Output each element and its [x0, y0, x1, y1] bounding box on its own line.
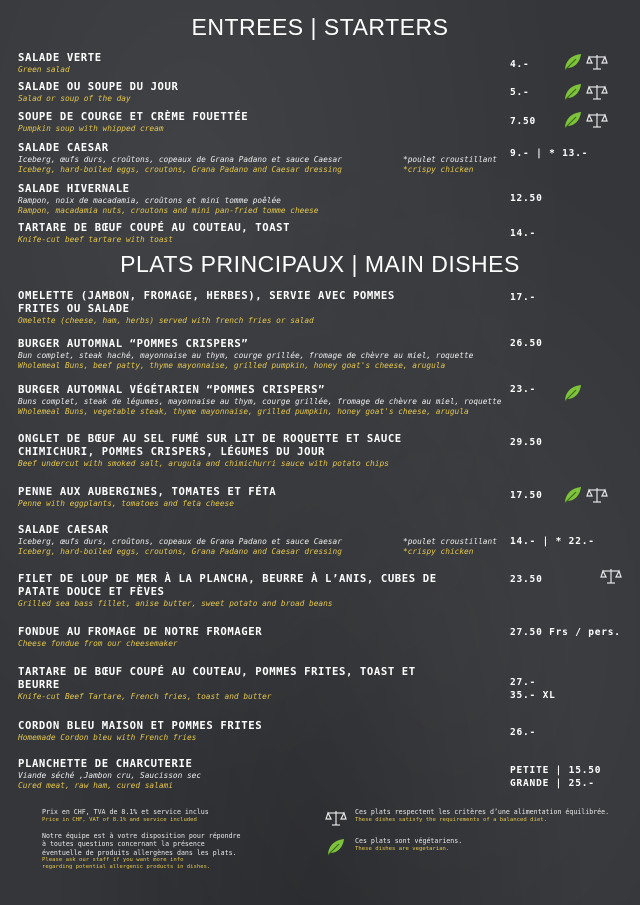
balance-scale-icon [586, 52, 608, 72]
dish-name: CORDON BLEU MAISON ET POMMES FRITES [18, 720, 263, 732]
dish-name: BURGER AUTOMNAL VÉGÉTARIEN “POMMES CRISPERS” [18, 384, 326, 396]
dish-desc-fr: Iceberg, œufs durs, croûtons, copeaux de Grana Padano et sauce Caesar [18, 537, 342, 546]
leaf-icon [325, 837, 347, 857]
dish-price: 27.50 Frs / pers. [510, 627, 621, 638]
dish-option-en: *crispy chicken [403, 165, 474, 174]
balance-scale-icon [586, 485, 608, 505]
leaf-icon [562, 52, 584, 72]
legend-veg-fr: Ces plats sont végétariens. [355, 837, 463, 845]
dish-desc-en: Wholemeal Buns, vegetable steak, thyme mayonnaise, grilled pumpkin, honey goat's cheese, arugula [18, 407, 469, 416]
legend-balanced-fr: Ces plats respectent les critères d’une alimentation équilibrée. [355, 808, 610, 816]
dish-name: OMELETTE (JAMBON, FROMAGE, HERBES), SERVIE AVEC POMMES FRITES OU SALADE [18, 290, 395, 315]
footer-notes [42, 808, 312, 871]
dish-desc-en: Knife-cut Beef Tartare, French fries, toast and butter [18, 692, 272, 701]
price-note-fr: Prix en CHF, TVA de 8.1% et service inclus [42, 808, 209, 816]
dish-price: 14.- | * 22.- [510, 536, 595, 547]
dish-price: 17.- [510, 292, 537, 303]
dish-price: PETITE | 15.50 GRANDE | 25.- [510, 765, 602, 789]
dish-name: PENNE AUX AUBERGINES, TOMATES ET FÉTA [18, 486, 277, 498]
dish-icons [562, 383, 584, 403]
leaf-icon [562, 82, 584, 102]
dish-price: 26.- [510, 727, 537, 738]
dish-desc-en: Penne with eggplants, tomatoes and feta cheese [18, 499, 234, 508]
leaf-icon [562, 383, 584, 403]
dish-name: PLANCHETTE DE CHARCUTERIE [18, 758, 193, 770]
dish-desc-en: Iceberg, hard-boiled eggs, croutons, Grana Padano and Caesar dressing [18, 547, 342, 556]
dish-price: 17.50 [510, 490, 543, 501]
leaf-icon [562, 485, 584, 505]
dish-price: 26.50 [510, 338, 543, 349]
dish-price: 12.50 [510, 193, 543, 204]
dish-icons [562, 110, 608, 130]
dish-desc-fr: Bun complet, steak haché, mayonnaise au thym, courge grillée, fromage de chèvre au miel, roquette [18, 351, 474, 360]
dish-name: SALADE CAESAR [18, 524, 109, 536]
dish-name: SALADE OU SOUPE DU JOUR [18, 81, 179, 93]
dish-desc-en: Green salad [18, 65, 70, 74]
dish-price: 27.- 35.- XL [510, 677, 556, 701]
dish-price: 9.- | * 13.- [510, 148, 589, 159]
dish-price: 23.50 [510, 574, 543, 585]
dish-name: BURGER AUTOMNAL “POMMES CRISPERS” [18, 338, 249, 350]
balance-scale-icon [586, 82, 608, 102]
dish-desc-en: Iceberg, hard-boiled eggs, croutons, Grana Padano and Caesar dressing [18, 165, 342, 174]
balance-scale-icon [600, 566, 622, 586]
dish-name: FONDUE AU FROMAGE DE NOTRE FROMAGER [18, 626, 263, 638]
dish-icons [562, 82, 608, 102]
starters-title: ENTREES | STARTERS [191, 14, 449, 40]
main-item [18, 384, 628, 417]
dish-desc-fr: Viande séché ,Jambon cru, Saucisson sec [18, 771, 202, 780]
dish-name: SALADE HIVERNALE [18, 183, 130, 195]
dish-desc-en: Pumpkin soup with whipped cream [18, 124, 164, 133]
dish-icons [562, 485, 608, 505]
dish-option-fr: *poulet croustillant [403, 155, 497, 164]
dish-desc-fr: Rampon, noix de macadamia, croûtons et mini tomme poêlée [18, 196, 281, 205]
dish-icons [600, 566, 622, 586]
dish-price: 7.50 [510, 116, 537, 127]
dish-name: TARTARE DE BŒUF COUPÉ AU COUTEAU, POMMES FRITES, TOAST ET BEURRE [18, 666, 416, 691]
legend-vegetarian [325, 837, 625, 857]
balance-scale-icon [325, 808, 347, 828]
dish-price: 23.- [510, 384, 537, 395]
balance-scale-icon [586, 110, 608, 130]
dish-desc-en: Knife-cut beef tartare with toast [18, 235, 173, 244]
dish-name: SALADE VERTE [18, 52, 102, 64]
dish-name: ONGLET DE BŒUF AU SEL FUMÉ SUR LIT DE ROQUETTE ET SAUCE CHIMICHURI, POMMES CRISPERS, LÉGUMES DU JOUR [18, 433, 402, 458]
legend-veg-en: These dishes are vegetarian. [355, 845, 450, 852]
starter-item [18, 222, 628, 245]
dish-price: 4.- [510, 59, 530, 70]
dish-desc-en: Rampon, macadamia nuts, croutons and mini pan-fried tomme cheese [18, 206, 319, 215]
dish-price: 5.- [510, 87, 530, 98]
legend-balanced-en: These dishes satisfy the requirements of a balanced diet. [355, 816, 547, 823]
dish-name: SALADE CAESAR [18, 142, 109, 154]
price-note-en: Price in CHF, VAT of 8.1% and service included [42, 816, 197, 823]
main-item [18, 290, 628, 326]
dish-desc-en: Wholemeal Buns, beef patty, thyme mayonnaise, grilled pumpkin, honey goat's cheese, arugula [18, 361, 446, 370]
starter-item [18, 52, 628, 75]
dish-name: SOUPE DE COURGE ET CRÈME FOUETTÉE [18, 111, 249, 123]
dish-desc-en: Homemade Cordon bleu with French fries [18, 733, 197, 742]
mains-title: PLATS PRINCIPAUX | MAIN DISHES [120, 251, 520, 277]
dish-desc-en: Cured meat, raw ham, cured salami [18, 781, 173, 790]
dish-icons [562, 52, 608, 72]
allergen-note-en: Please ask our staff if you want more info regarding potential allergenic products in dishes. [42, 857, 211, 870]
dish-option-en: *crispy chicken [403, 547, 474, 556]
dish-desc-en: Cheese fondue from our cheesemaker [18, 639, 178, 648]
dish-desc-fr: Buns complet, steak de légumes, mayonnaise au thym, courge grillée, fromage de chèvre au miel, roquette [18, 397, 502, 406]
starter-item [18, 81, 628, 104]
dish-desc-en: Salad or soup of the day [18, 94, 131, 103]
starter-item [18, 111, 628, 134]
dish-desc-fr: Iceberg, œufs durs, croûtons, copeaux de Grana Padano et sauce Caesar [18, 155, 342, 164]
dish-name: FILET DE LOUP DE MER À LA PLANCHA, BEURRE À L’ANIS, CUBES DE PATATE DOUCE ET FÈVES [18, 573, 437, 598]
dish-name: TARTARE DE BŒUF COUPÉ AU COUTEAU, TOAST [18, 222, 291, 234]
allergen-note-fr: Notre équipe est à votre disposition pour répondre à toutes questions concernant la présence éventuelle de produits allergènes dans les plats. [42, 831, 241, 857]
dish-desc-en: Omelette (cheese, ham, herbs) served with french fries or salad [18, 316, 314, 325]
dish-desc-en: Grilled sea bass fillet, anise butter, sweet potato and broad beans [18, 599, 333, 608]
dish-option-fr: *poulet croustillant [403, 537, 497, 546]
dish-price: 29.50 [510, 437, 543, 448]
dish-price: 14.- [510, 228, 537, 239]
leaf-icon [562, 110, 584, 130]
main-item [18, 720, 628, 743]
dish-desc-en: Beef undercut with smoked salt, arugula and chimichurri sauce with potato chips [18, 459, 389, 468]
legend-balanced [325, 808, 625, 828]
